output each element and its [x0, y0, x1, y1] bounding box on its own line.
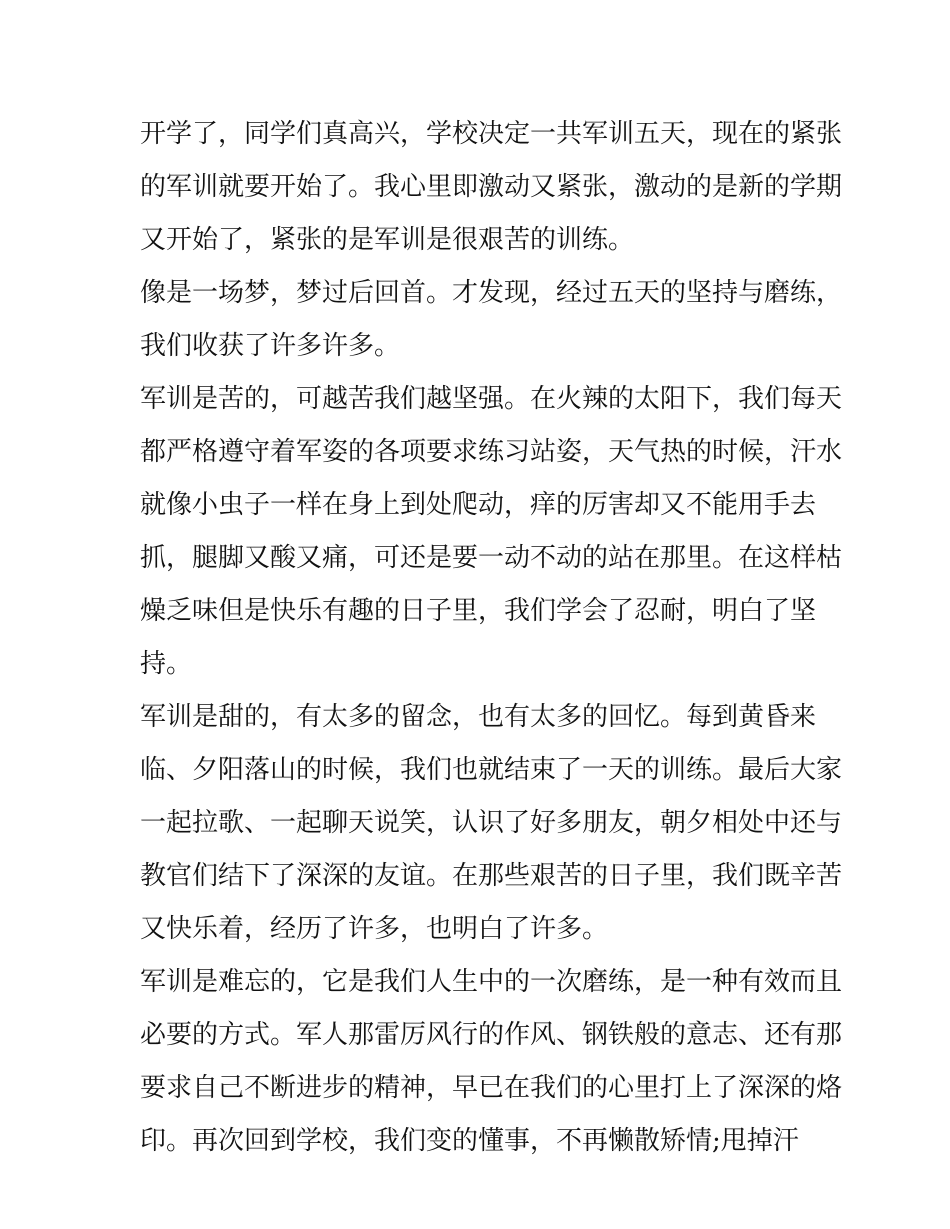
text-line-16: 又快乐着，经历了许多，也明白了许多。 — [140, 914, 609, 944]
text-line-6: 军训是苦的，可越苦我们越坚强。在火辣的太阳下，我们每天 — [140, 384, 843, 414]
text-line-15: 教官们结下了深深的友谊。在那些艰苦的日子里，我们既辛苦 — [140, 861, 843, 891]
text-line-14: 一起拉歌、一起聊天说笑，认识了好多朋友，朝夕相处中还与 — [140, 808, 843, 838]
text-line-5: 我们收获了许多许多。 — [140, 331, 401, 361]
text-line-8: 就像小虫子一样在身上到处爬动，痒的厉害却又不能用手去 — [140, 490, 817, 520]
text-line-17: 军训是难忘的，它是我们人生中的一次磨练，是一种有效而且 — [140, 967, 843, 997]
text-line-20: 印。再次回到学校，我们变的懂事，不再懒散矫情;甩掉汗 — [140, 1126, 799, 1156]
text-line-9: 抓，腿脚又酸又痛，可还是要一动不动的站在那里。在这样枯 — [140, 543, 843, 573]
text-line-11: 持。 — [140, 649, 193, 679]
text-line-18: 必要的方式。军人那雷厉风行的作风、钢铁般的意志、还有那 — [140, 1020, 843, 1050]
document-body — [140, 108, 843, 1168]
text-line-19: 要求自己不断进步的精神，早已在我们的心里打上了深深的烙 — [140, 1073, 843, 1103]
text-line-13: 临、夕阳落山的时候，我们也就结束了一天的训练。最后大家 — [140, 755, 843, 785]
text-line-7: 都严格遵守着军姿的各项要求练习站姿，天气热的时候，汗水 — [140, 437, 843, 467]
text-line-2: 的军训就要开始了。我心里即激动又紧张，激动的是新的学期 — [140, 172, 843, 202]
text-line-10: 燥乏味但是快乐有趣的日子里，我们学会了忍耐，明白了坚 — [140, 596, 817, 626]
text-line-12: 军训是甜的，有太多的留念，也有太多的回忆。每到黄昏来 — [140, 702, 817, 732]
text-line-4: 像是一场梦，梦过后回首。才发现，经过五天的坚持与磨练， — [140, 278, 843, 308]
text-line-1: 开学了，同学们真高兴，学校决定一共军训五天，现在的紧张 — [140, 119, 843, 149]
text-line-3: 又开始了，紧张的是军训是很艰苦的训练。 — [140, 225, 635, 255]
